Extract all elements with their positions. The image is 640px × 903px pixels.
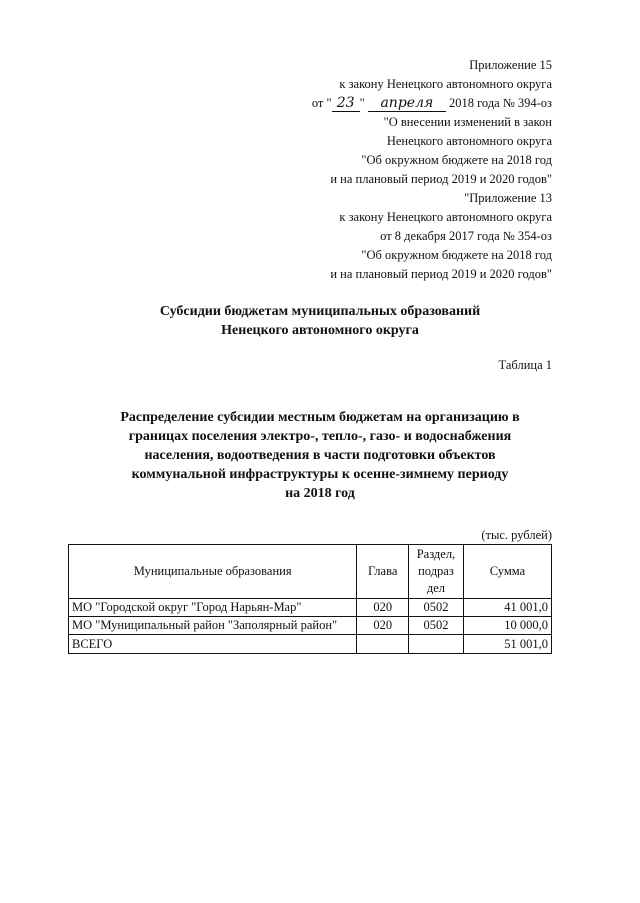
row-razdel: 0502 bbox=[409, 617, 464, 635]
appendix-15-district-line: Ненецкого автономного округа bbox=[386, 134, 552, 148]
header-razdel-line-2: подраз bbox=[418, 564, 454, 578]
appendix-15-law-ref: к закону Ненецкого автономного округа bbox=[339, 77, 552, 91]
appendix-13-budget-line: "Об окружном бюджете на 2018 год bbox=[361, 248, 552, 262]
subsidy-table bbox=[68, 544, 552, 654]
appendix-15-amend-line: "О внесении изменений в закон bbox=[383, 115, 552, 129]
appendix-15-period-line: и на плановый период 2019 и 2020 годов" bbox=[330, 172, 552, 186]
total-label: ВСЕГО bbox=[69, 635, 357, 654]
row-razdel: 0502 bbox=[409, 599, 464, 617]
row-glava: 020 bbox=[357, 599, 409, 617]
units-label: (тыс. рублей) bbox=[481, 528, 552, 542]
table-title-line-4: коммунальной инфраструктуры к осенне-зимнему периоду bbox=[131, 467, 509, 482]
table-title-line-1: Распределение субсидии местным бюджетам на организацию в bbox=[120, 410, 520, 425]
appendix-13-period-line: и на плановый период 2019 и 2020 годов" bbox=[330, 267, 552, 281]
table-title-line-5: на 2018 год bbox=[285, 486, 355, 501]
appendix-13-law-ref: к закону Ненецкого автономного округа bbox=[339, 210, 552, 224]
table-title bbox=[60, 408, 580, 503]
row-municipality: МО "Муниципальный район "Заполярный район" bbox=[69, 617, 357, 635]
table-header-row bbox=[69, 545, 552, 599]
total-row bbox=[69, 635, 552, 654]
table-row bbox=[69, 599, 552, 617]
appendix-13-title: "Приложение 13 bbox=[464, 191, 552, 205]
appendix-15-title: Приложение 15 bbox=[469, 58, 552, 72]
total-glava-empty bbox=[357, 635, 409, 654]
header-municipalities: Муниципальные образования bbox=[69, 545, 357, 599]
appendix-15-budget-line: "Об окружном бюджете на 2018 год bbox=[361, 153, 552, 167]
date-quote: " bbox=[359, 96, 365, 110]
document-title-line-1: Субсидии бюджетам муниципальных образований bbox=[159, 304, 481, 319]
document-title bbox=[60, 302, 580, 340]
header-glava: Глава bbox=[357, 545, 409, 599]
appendix-13-header bbox=[330, 189, 552, 284]
header-razdel-line-3: дел bbox=[426, 581, 446, 595]
row-summa: 10 000,0 bbox=[463, 617, 551, 635]
row-summa: 41 001,0 bbox=[463, 599, 551, 617]
total-razdel-empty bbox=[409, 635, 464, 654]
total-summa: 51 001,0 bbox=[463, 635, 551, 654]
handwritten-day: 23 bbox=[332, 96, 360, 112]
date-prefix: от " bbox=[311, 96, 332, 110]
appendix-15-header bbox=[312, 56, 552, 189]
header-summa: Сумма bbox=[463, 545, 551, 599]
header-razdel-line-1: Раздел, bbox=[416, 547, 456, 561]
table-title-line-3: населения, водоотведения в части подготовки объектов bbox=[144, 448, 496, 463]
header-razdel bbox=[409, 545, 464, 599]
document-title-line-2: Ненецкого автономного округа bbox=[221, 323, 419, 338]
table-row bbox=[69, 617, 552, 635]
table-number: Таблица 1 bbox=[498, 358, 552, 372]
row-municipality: МО "Городской округ "Город Нарьян-Мар" bbox=[69, 599, 357, 617]
date-suffix: 2018 года № 394-оз bbox=[448, 96, 552, 110]
appendix-15-date-line bbox=[312, 94, 552, 113]
table-title-line-2: границах поселения электро-, тепло-, газо- и водоснабжения bbox=[128, 429, 512, 444]
handwritten-month: апреля bbox=[368, 96, 446, 112]
appendix-13-date-line: от 8 декабря 2017 года № 354-оз bbox=[380, 229, 552, 243]
row-glava: 020 bbox=[357, 617, 409, 635]
